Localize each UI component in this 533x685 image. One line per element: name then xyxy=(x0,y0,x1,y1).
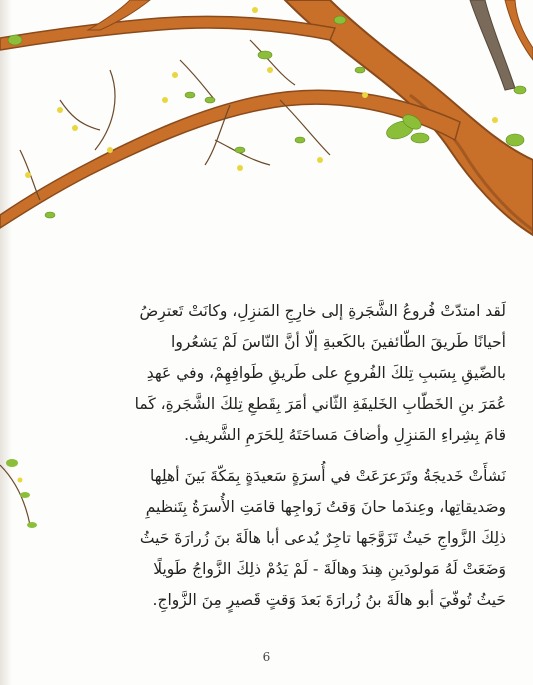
text-line: وَضَعَتْ لَهُ مَولودَينِ هِندَ وهالَةَ - لَمْ يَدُمْ ذلِكَ الزَّواجُ طَويلًا xyxy=(153,560,506,578)
text-line: عُمَرَ بنِ الخَطّابِ الخَليفَةِ الثّاني أمَرَ بِقَطعِ تِلكَ الشَّجَرةِ، كَما xyxy=(134,395,506,413)
right-branch-2 xyxy=(505,0,533,60)
text-line: حَيثُ تُوفّيَ أبو هالَةَ بنُ زُرارَةَ بَعدَ وَقتٍ قَصيرٍ مِنَ الزَّواجِ. xyxy=(152,591,506,609)
tree-branch-illustration xyxy=(0,0,533,260)
story-paragraph-1 xyxy=(36,296,506,451)
text-line: قامَ بِشِراءِ المَنزِلِ وأضافَ مَساحَتَهُ لِلحَرَمِ الشَّريفِ. xyxy=(184,426,506,444)
right-branch xyxy=(470,0,515,90)
text-line: ذلِكَ الزَّواجِ حَيثُ تَزَوَّجَها تاجِرٌ يُدعى أبا هالَةَ بنَ زُرارَةَ حَيثُ xyxy=(139,529,506,547)
text-line: لَقد امتدّتْ فُروعُ الشَّجَرةِ إلى خارِجِ المَنزِلِ، وكانَتْ تَعترِضُ xyxy=(139,302,506,320)
story-paragraph-2 xyxy=(36,461,506,616)
text-line: أحيانًا طَريقَ الطّائفينَ بالكَعبةِ إلّا أنَّ النّاسَ لَمْ يَشعُروا xyxy=(171,333,506,351)
page-number: 6 xyxy=(262,650,271,664)
text-line: نَشأَتْ خَديجَةُ وتَرَعرَعَتْ في أُسرَةٍ سَعيدَةٍ بِمَكّةَ بَينَ أهلِها xyxy=(150,467,506,485)
text-line: بالضّيقِ بِسَببِ تِلكَ الفُروعِ على طَريقِ طَوافِهِمْ، وفي عَهدِ xyxy=(146,364,506,382)
text-line: وصَديقاتِها، وعِندَما حانَ وَقتُ زَواجِها قامَتِ الأُسرَةُ بِتَنظيمِ xyxy=(145,498,506,516)
upper-branch xyxy=(0,16,335,50)
